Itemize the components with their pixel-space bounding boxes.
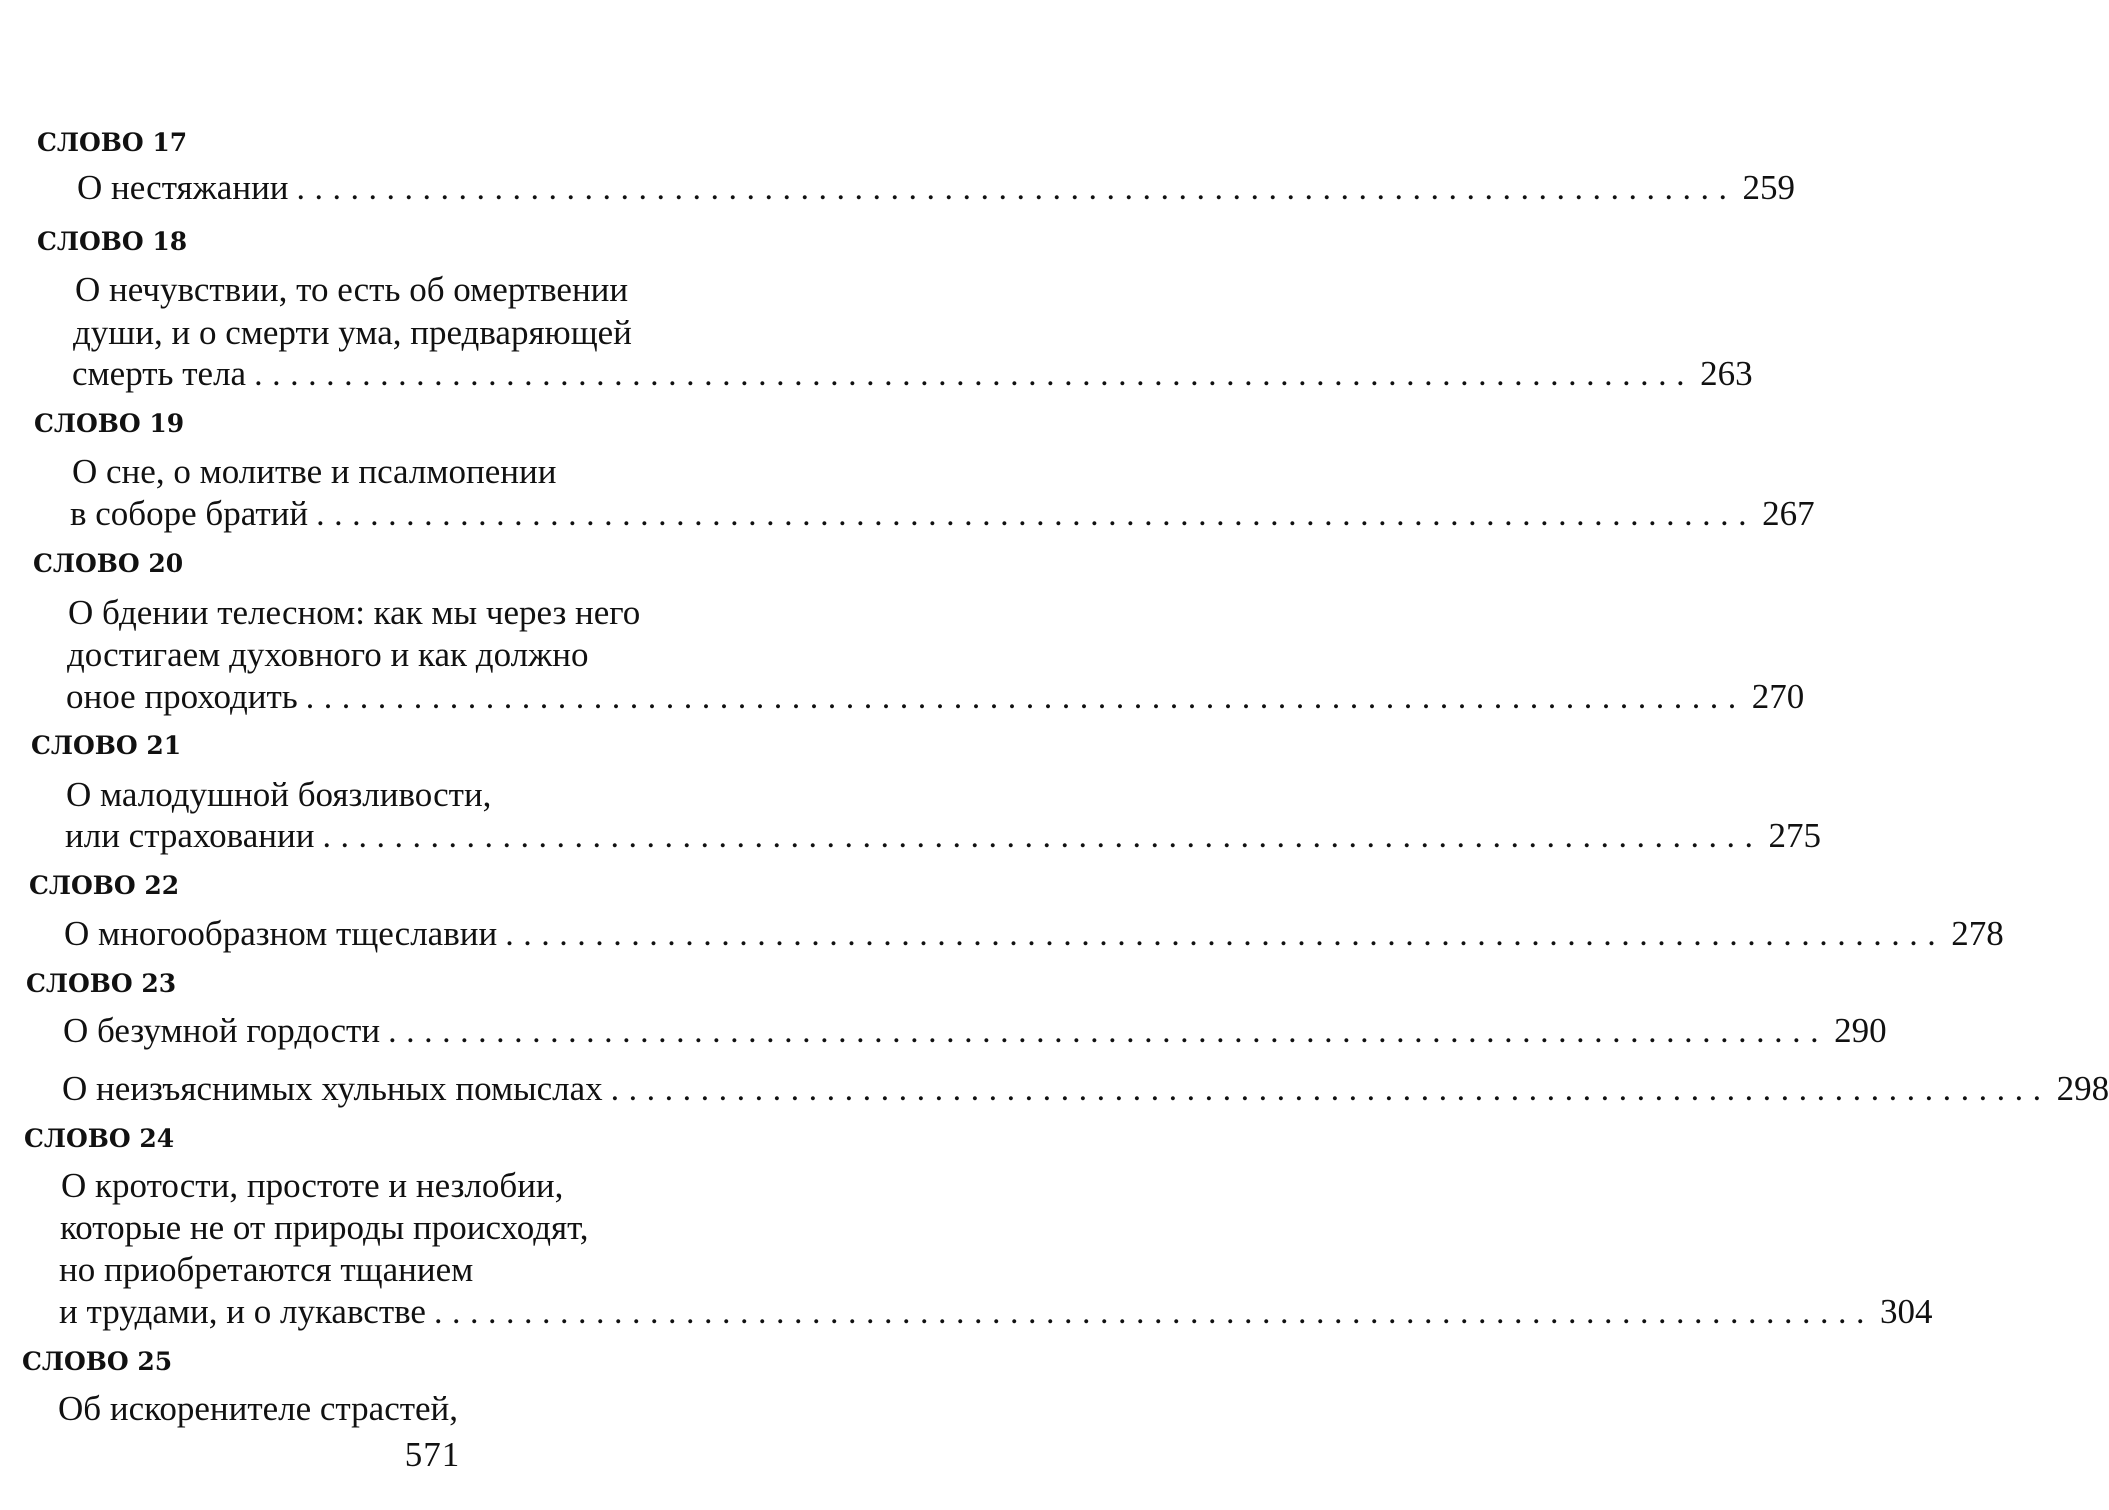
entry-page-number: 275: [1768, 816, 1821, 855]
section-heading: СЛОВО 23: [26, 969, 177, 998]
entry-title-text: смерть тела: [72, 354, 247, 393]
entry-page-number: 278: [1951, 914, 2004, 953]
dot-leader: ................................................................................: [505, 916, 1946, 953]
entry-title-text: О неизъяснимых хульных помыслах: [62, 1069, 603, 1108]
dot-leader: ................................................................................: [254, 356, 1695, 393]
dot-leader: ................................................................................: [296, 170, 1737, 207]
entry-page-number: 259: [1742, 168, 1796, 207]
entry-title-text: Об искоренителе страстей,: [58, 1389, 459, 1428]
section-heading: СЛОВО 20: [33, 549, 184, 578]
dot-leader: ................................................................................: [610, 1071, 2051, 1108]
entry-page-number: 270: [1751, 677, 1805, 716]
section-heading: СЛОВО 18: [37, 227, 188, 256]
entry-title-text: О нестяжании: [77, 168, 289, 207]
toc-entry-line: [66, 677, 1805, 718]
entry-title-text: О многообразном тщеславии: [64, 914, 498, 953]
entry-title-text: О кротости, простоте и незлобии,: [61, 1166, 564, 1205]
entry-page-number: 290: [1834, 1011, 1887, 1050]
entry-page-number: 298: [2056, 1069, 2109, 1108]
dot-leader: ................................................................................: [322, 818, 1763, 855]
entry-title-text: О нечувствии, то есть об омертвении: [75, 270, 629, 309]
entry-title-text: достигаем духовного и как должно: [67, 635, 589, 674]
toc-entry-line: [72, 354, 1753, 395]
dot-leader: ................................................................................: [388, 1013, 1829, 1050]
entry-title-text: или страховании: [65, 816, 315, 855]
toc-entry-line: [59, 1292, 1933, 1333]
section-heading: СЛОВО 17: [37, 128, 188, 157]
entry-title-text: оное проходить: [66, 677, 298, 716]
entry-title-text: О малодушной боязливости,: [66, 775, 492, 814]
section-heading: СЛОВО 21: [31, 731, 182, 760]
entry-title-text: в соборе братий: [70, 494, 309, 533]
entry-title-text: и трудами, и о лукавстве: [59, 1292, 426, 1331]
toc-entry-line: [70, 494, 1815, 535]
section-heading: СЛОВО 25: [22, 1347, 173, 1376]
toc-entry-line: [64, 914, 2004, 955]
dot-leader: ................................................................................: [305, 679, 1746, 716]
entry-title-text: души, и о смерти ума, предваряющей: [73, 313, 632, 352]
page-number: 571: [404, 1435, 461, 1474]
toc-entry-line: [62, 1069, 2109, 1110]
section-heading: СЛОВО 22: [29, 871, 180, 900]
dot-leader: ................................................................................: [316, 496, 1757, 533]
entry-title-text: которые не от природы происходят,: [60, 1208, 589, 1247]
dot-leader: ................................................................................: [433, 1294, 1874, 1331]
toc-entry-line: [65, 816, 1821, 857]
entry-title-text: О бдении телесном: как мы через него: [68, 593, 641, 632]
entry-title-text: О безумной гордости: [63, 1011, 381, 1050]
entry-page-number: 304: [1879, 1292, 1933, 1331]
section-heading: СЛОВО 24: [24, 1124, 175, 1153]
toc-entry-line: [63, 1011, 1887, 1052]
entry-title-text: О сне, о молитве и псалмопении: [72, 452, 557, 491]
toc-entry-line: [77, 168, 1796, 209]
entry-title-text: но приобретаются тщанием: [59, 1250, 474, 1289]
entry-page-number: 267: [1762, 494, 1815, 533]
entry-page-number: 263: [1700, 354, 1753, 393]
section-heading: СЛОВО 19: [34, 409, 185, 438]
